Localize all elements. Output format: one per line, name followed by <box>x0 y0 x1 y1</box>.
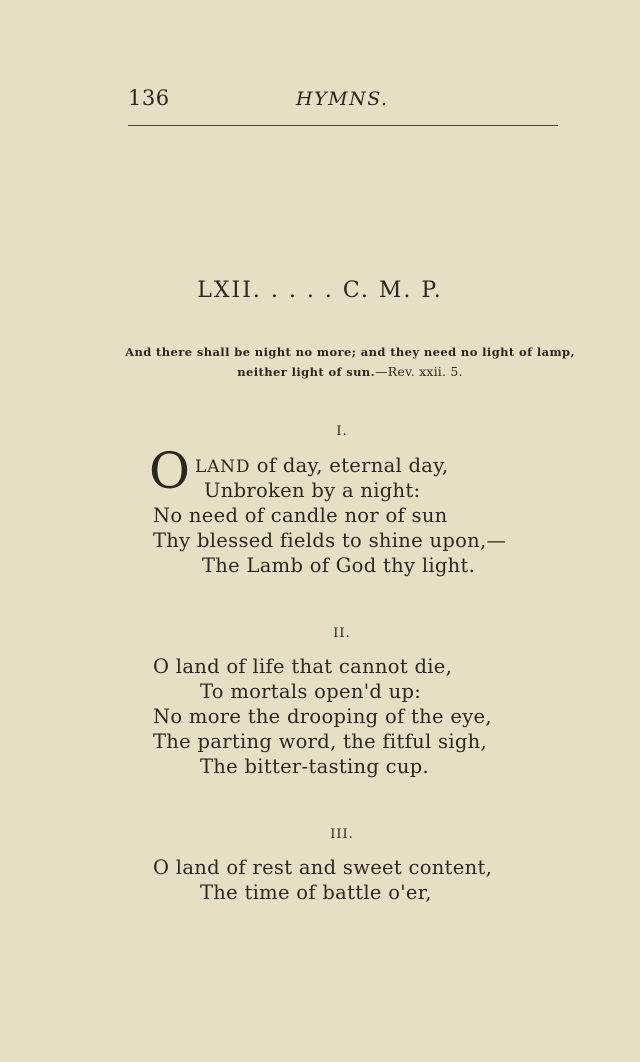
stanza-number: I. <box>336 424 348 439</box>
verse-line: No need of candle nor of sun <box>153 504 448 527</box>
verse-line: To mortals open'd up: <box>200 680 422 703</box>
verse-line: The time of battle o'er, <box>200 881 432 904</box>
verse-line: No more the drooping of the eye, <box>153 705 492 728</box>
verse-line <box>195 454 448 477</box>
running-head: HYMNS. <box>296 88 389 110</box>
page-number: 136 <box>128 86 170 110</box>
verse-line: The Lamb of God thy light. <box>202 554 476 577</box>
verse-line: Thy blessed fields to shine upon,— <box>153 529 507 552</box>
verse-line: Unbroken by a night: <box>204 479 421 502</box>
verse-line: O land of life that cannot die, <box>153 655 453 678</box>
epigraph-text-1: And there shall be night no more; and they need no light of lamp, <box>125 345 575 359</box>
epigraph-text-2: neither light of sun. <box>237 365 376 379</box>
header-rule <box>128 125 558 126</box>
first-line-rest: of day, eternal day, <box>250 454 449 477</box>
stanza-number: III. <box>330 827 354 842</box>
verse-line: The bitter-tasting cup. <box>200 755 429 778</box>
epigraph <box>100 342 600 382</box>
drop-cap: O <box>149 442 190 500</box>
first-word-caps: LAND <box>195 457 251 477</box>
verse-line: O land of rest and sweet content, <box>153 856 493 879</box>
hymn-title: LXII. . . . . C. M. P. <box>197 278 443 303</box>
epigraph-citation: —Rev. xxii. 5. <box>375 364 463 379</box>
verse-line: The parting word, the fitful sigh, <box>153 730 487 753</box>
stanza-number: II. <box>333 626 351 641</box>
